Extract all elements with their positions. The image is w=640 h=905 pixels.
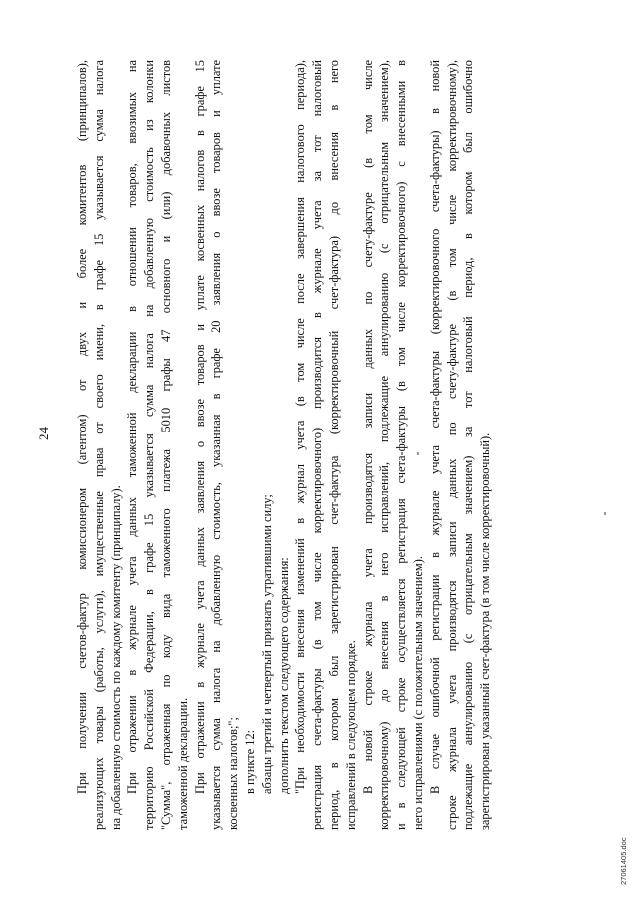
text-line: корректировочному) до внесения в него исправлений, подлежащие аннулированию (с отрицательным значением), <box>377 60 392 830</box>
text-line: В новой строке журнала учета производятся записи данных по счету-фактуре (в том числе <box>360 60 375 794</box>
text-line: таможенной декларации. <box>175 697 190 830</box>
text-line: "При необходимости внесения изменений в журнал учета (в том числе после завершения налогового периода), <box>293 60 308 794</box>
text-line: на добавленную стоимость по каждому комитенту (принципалу). <box>108 485 123 830</box>
text-line: "Сумма", отраженная по коду вида таможенного платежа 5010 графы 47 основного и (или) добавочных листов <box>158 60 173 830</box>
text-line: При отражении в журнале учета данных таможенной декларации в отношении товаров, ввозимых на <box>125 60 140 794</box>
text-line: При получении счетов-фактур комиссионером (агентом) от двух и более комитентов (принципалов), <box>75 60 89 794</box>
scan-speck <box>417 452 419 455</box>
text-line: абзацы третий и четвертый признать утратившими силу; <box>259 494 274 794</box>
document-code: 27061405.doc <box>619 837 628 885</box>
page-number: 24 <box>36 427 51 440</box>
text-line: реализующих товары (работы, услуги), имущественные права от своего имени, в графе 15 указывается сумма налога <box>91 60 106 830</box>
text-line: подлежащие аннулированию (с отрицательным значением) за тот налоговый период, в котором был ошибочно <box>461 60 476 830</box>
scan-speck <box>604 512 606 515</box>
document-code-wrapper <box>619 837 628 885</box>
text-line: В случае ошибочной регистрации в журнале учета счета-фактуры (корректировочного счета-фактуры) в новой <box>427 60 442 794</box>
text-line: территорию Российской Федерации, в графе 15 указывается сумма налога на добавленную стоимость из колонки <box>142 60 157 830</box>
text-line: регистрация счета-фактуры (в том числе корректировочного) производится в журнале учета за тот налоговый <box>310 60 325 830</box>
document-body <box>74 60 574 830</box>
text-line: строке журнала учета производятся записи данных по счету-фактуре (в том числе корректировочному), <box>444 60 459 830</box>
text-line: дополнить текстом следующего содержания: <box>276 557 291 794</box>
text-line: При отражении в журнале учета данных заявления о ввозе товаров и уплате косвенных налогов в графе 15 <box>192 60 207 794</box>
text-line: и в следующей строке осуществляется регистрация счета-фактуры (в том числе корректировочного) с внесенными в <box>394 60 409 830</box>
text-line: в пункте 12: <box>242 729 257 794</box>
text-line: исправлений в следующем порядке. <box>343 640 358 830</box>
text-line: косвенных налогов;"; <box>226 717 241 830</box>
text-line: период, в котором был зарегистрирован счет-фактура (корректировочный счет-фактура) до внесения в него <box>326 60 341 830</box>
text-line: него исправлениями (с положительным значением). <box>410 556 425 830</box>
text-line: зарегистрирован указанный счет-фактура (в том числе корректировочный). <box>478 432 493 830</box>
text-line: указывается сумма налога на добавленную стоимость, указанная в графе 20 заявления о ввозе товаров и уплате <box>209 60 224 830</box>
